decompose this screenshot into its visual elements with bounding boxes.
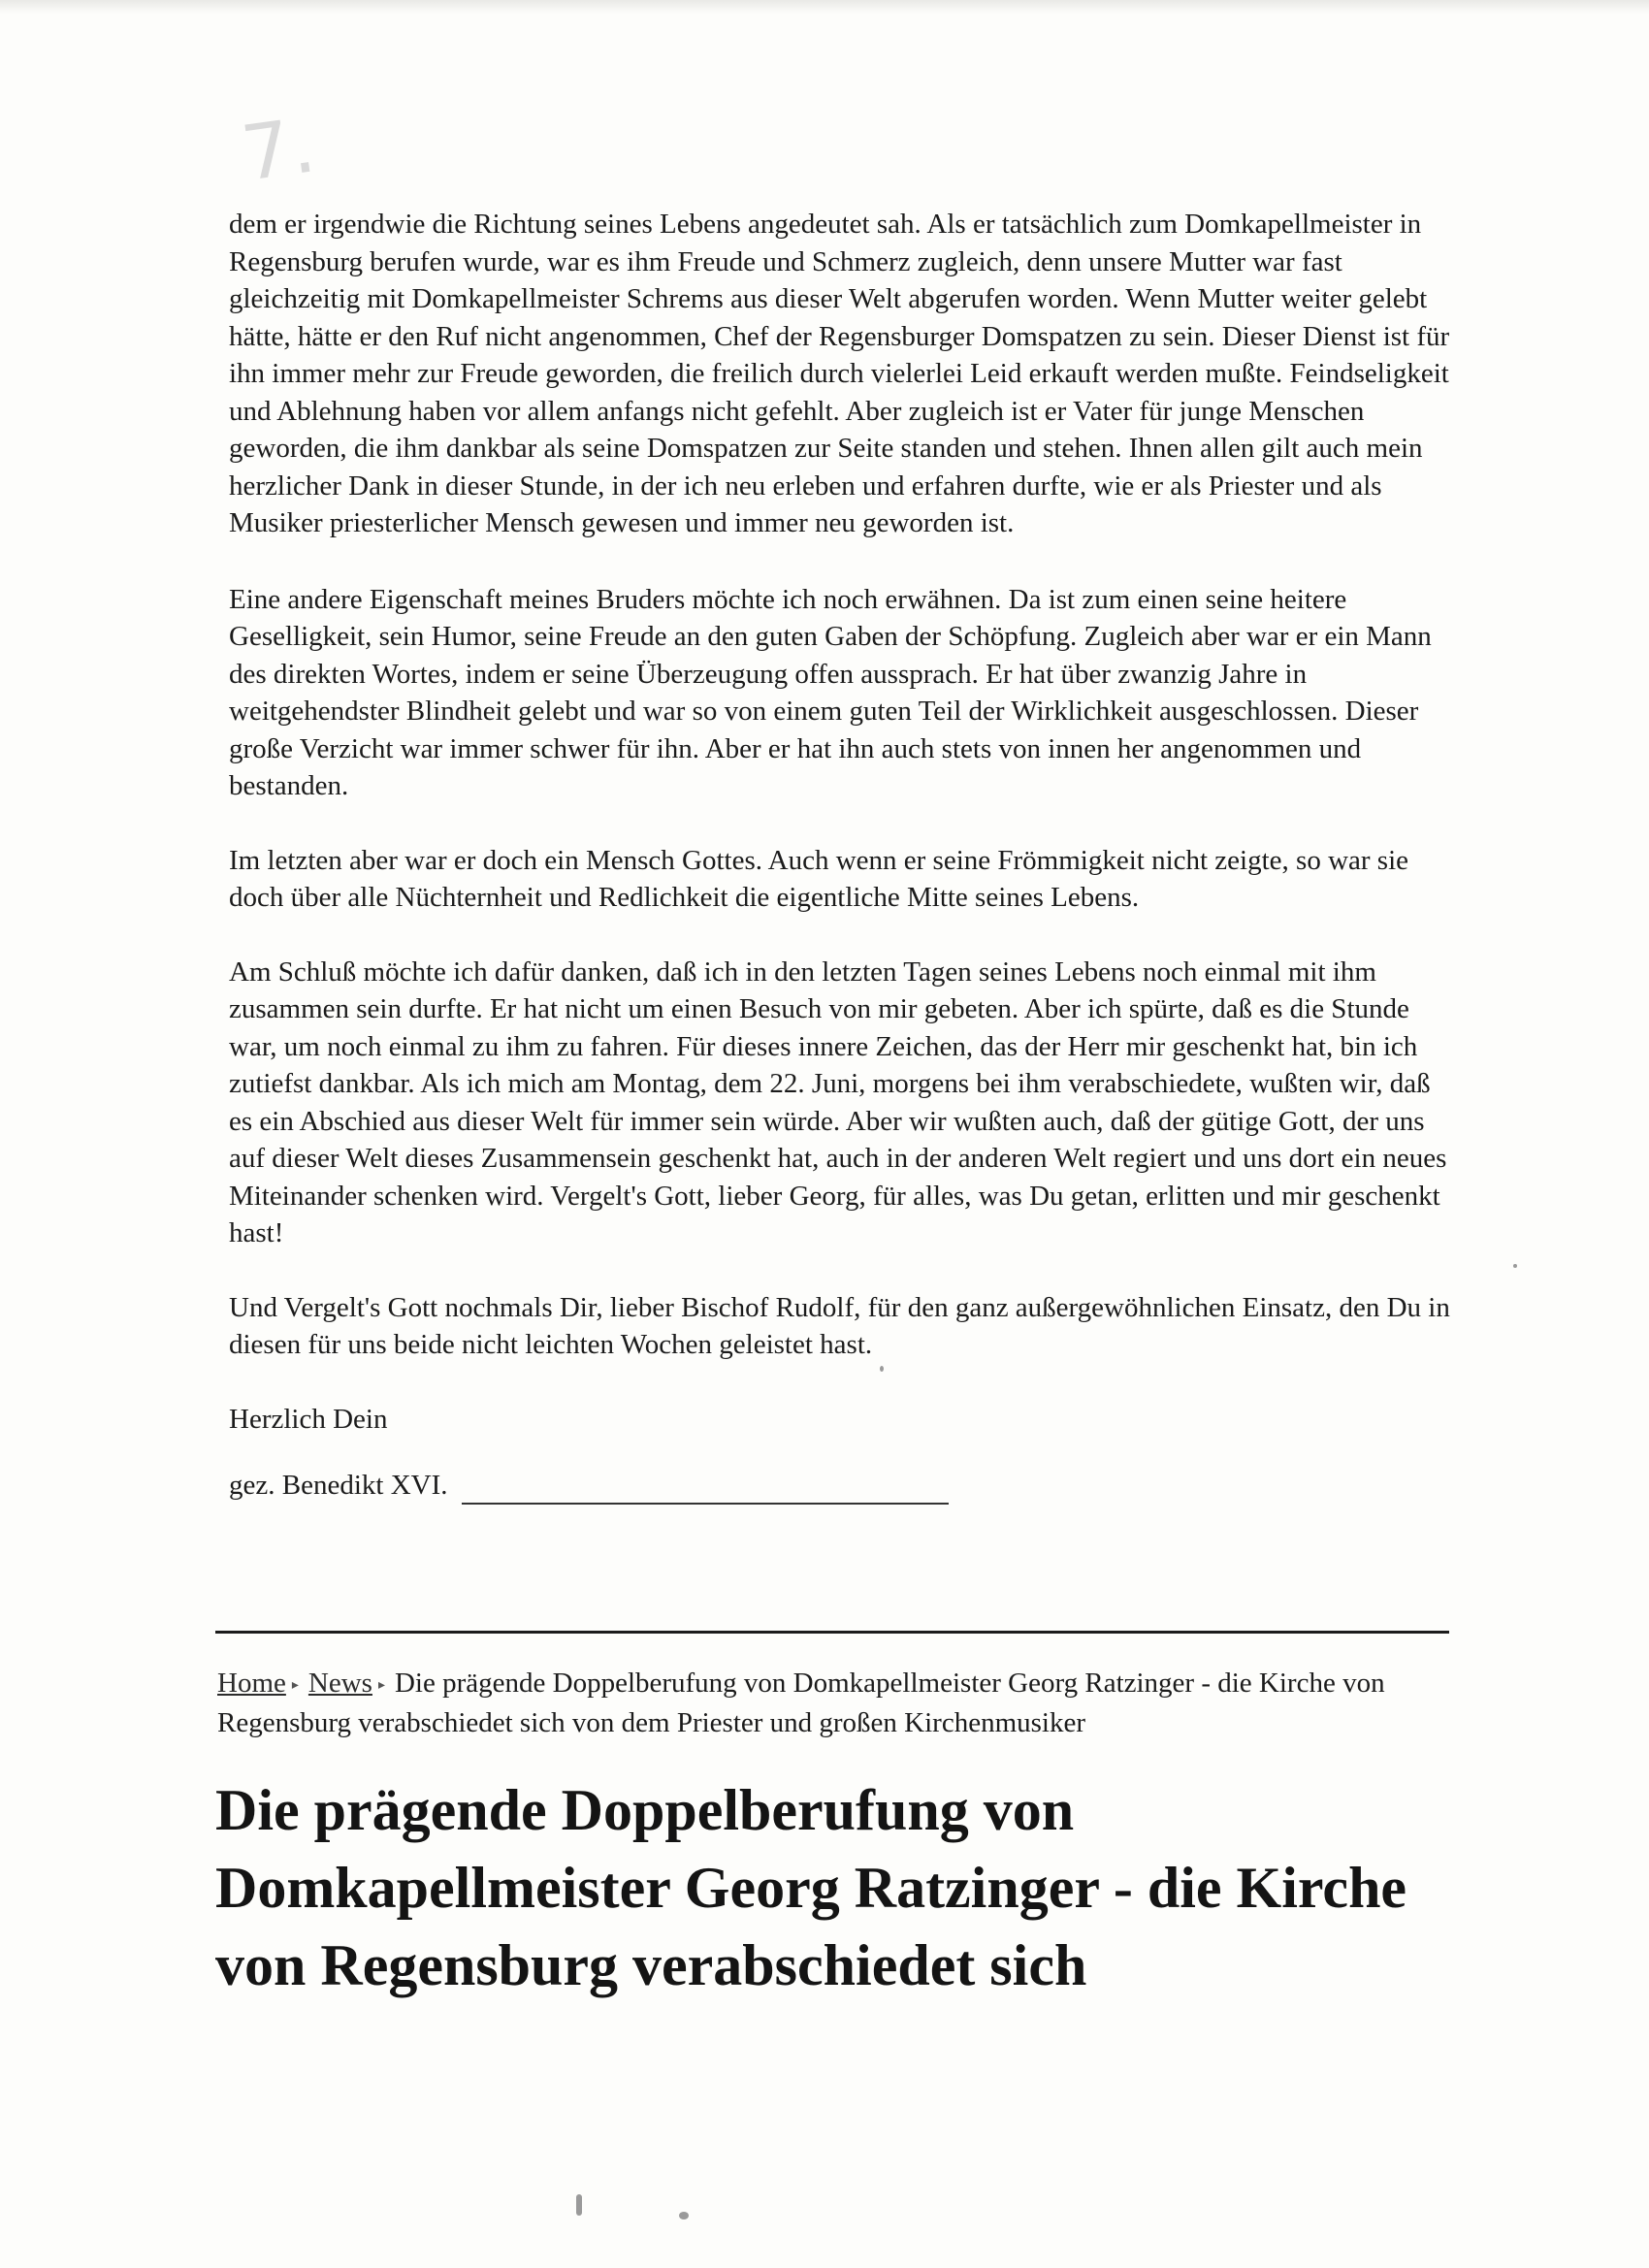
letter-closing: Herzlich Dein bbox=[229, 1403, 388, 1435]
article-headline: Die prägende Doppelberufung von Domkapellmeister Georg Ratzinger - die Kirche von Regensburg verabschiedet sich bbox=[215, 1778, 1407, 1997]
scan-speck bbox=[880, 1366, 884, 1372]
breadcrumb bbox=[217, 1665, 1439, 1742]
signature-block bbox=[229, 1467, 1453, 1505]
signature-text: gez. Benedikt XVI. bbox=[229, 1470, 448, 1501]
letter-paragraph: Und Vergelt's Gott nochmals Dir, lieber Bischof Rudolf, für den ganz außergewöhnlichen Einsatz, den Du in diesen für uns beide nicht leichten Wochen geleistet hast. bbox=[229, 1291, 1450, 1360]
breadcrumb-home-link[interactable]: Home bbox=[217, 1668, 286, 1699]
scan-speck bbox=[1513, 1264, 1517, 1268]
section-divider bbox=[215, 1631, 1449, 1634]
letter-paragraph: Eine andere Eigenschaft meines Bruders möchte ich noch erwähnen. Da ist zum einen seine heitere Geselligkeit, sein Humor, seine Freude an den guten Gaben der Schöpfung. Zugleich aber war er ein Mann des direkten Wortes, indem er seine Überzeugung offen aussprach. Er hat über zwanzig Jahre in weitgehendster Blindheit gelebt und war so von einem guten Teil der Wirklichkeit ausgeschlossen. Dieser große Verzicht war immer schwer für ihn. Aber er hat ihn auch stets von innen her angenommen und bestanden. bbox=[229, 583, 1432, 801]
letter-paragraph: Am Schluß möchte ich dafür danken, daß ich in den letzten Tagen seines Lebens noch einmal mit ihm zusammen sein durfte. Er hat nicht um einen Besuch von mir gebeten. Aber ich spürte, daß es die Stunde war, um noch einmal zu ihm zu fahren. Für dieses innere Zeichen, das der Herr mir geschenkt hat, bin ich zutiefst dankbar. Als ich mich am Montag, dem 22. Juni, morgens bei ihm verabschiedete, wußten wir, daß es ein Abschied aus dieser Welt für immer sein würde. Aber wir wußten auch, daß der gütige Gott, der uns auf dieser Welt dieses Zusammensein geschenkt hat, auch in der anderen Welt regiert und uns dort ein neues Miteinander schenken wird. Vergelt's Gott, lieber Georg, für alles, was Du getan, erlitten und mir geschenkt hast! bbox=[229, 956, 1447, 1248]
scan-speck bbox=[679, 2212, 689, 2219]
signature-rule bbox=[462, 1472, 949, 1505]
handwritten-page-number: 7. bbox=[237, 102, 321, 199]
letter-paragraph: Im letzten aber war er doch ein Mensch Gottes. Auch wenn er seine Frömmigkeit nicht zeigte, so war sie doch über alle Nüchternheit und Redlichkeit die eigentliche Mitte seines Lebens. bbox=[229, 844, 1409, 913]
breadcrumb-current: Die prägende Doppelberufung von Domkapellmeister Georg Ratzinger - die Kirche von Regensburg verabschiedet sich von dem Priester und großen Kirchenmusiker bbox=[217, 1668, 1385, 1738]
breadcrumb-news-link[interactable]: News bbox=[307, 1668, 372, 1699]
scan-speck bbox=[576, 2194, 582, 2216]
breadcrumb-separator-icon: ▸ bbox=[291, 1677, 299, 1693]
letter-body bbox=[229, 206, 1453, 1505]
breadcrumb-separator-icon: ▸ bbox=[377, 1677, 385, 1693]
letter-paragraph: dem er irgendwie die Richtung seines Lebens angedeutet sah. Als er tatsächlich zum Domkapellmeister in Regensburg berufen wurde, war es ihm Freude und Schmerz zugleich, denn unsere Mutter war fast gleichzeitig mit Domkapellmeister Schrems aus dieser Welt abgerufen worden. Wenn Mutter weiter gelebt hätte, hätte er den Ruf nicht angenommen, Chef der Regensburger Domspatzen zu sein. Dieser Dienst ist für ihn immer mehr zur Freude geworden, die freilich durch vielerlei Leid erkauft werden mußte. Feindseligkeit und Ablehnung haben vor allem anfangs nicht gefehlt. Aber zugleich ist er Vater für junge Menschen geworden, die ihm dankbar als seine Domspatzen zur Seite standen und stehen. Ihnen allen gilt auch mein herzlicher Dank in dieser Stunde, in der ich neu erleben und erfahren durfte, wie er als Priester und als Musiker priesterlicher Mensch gewesen und immer neu geworden ist. bbox=[229, 209, 1450, 538]
scan-edge-shadow bbox=[0, 0, 1649, 14]
